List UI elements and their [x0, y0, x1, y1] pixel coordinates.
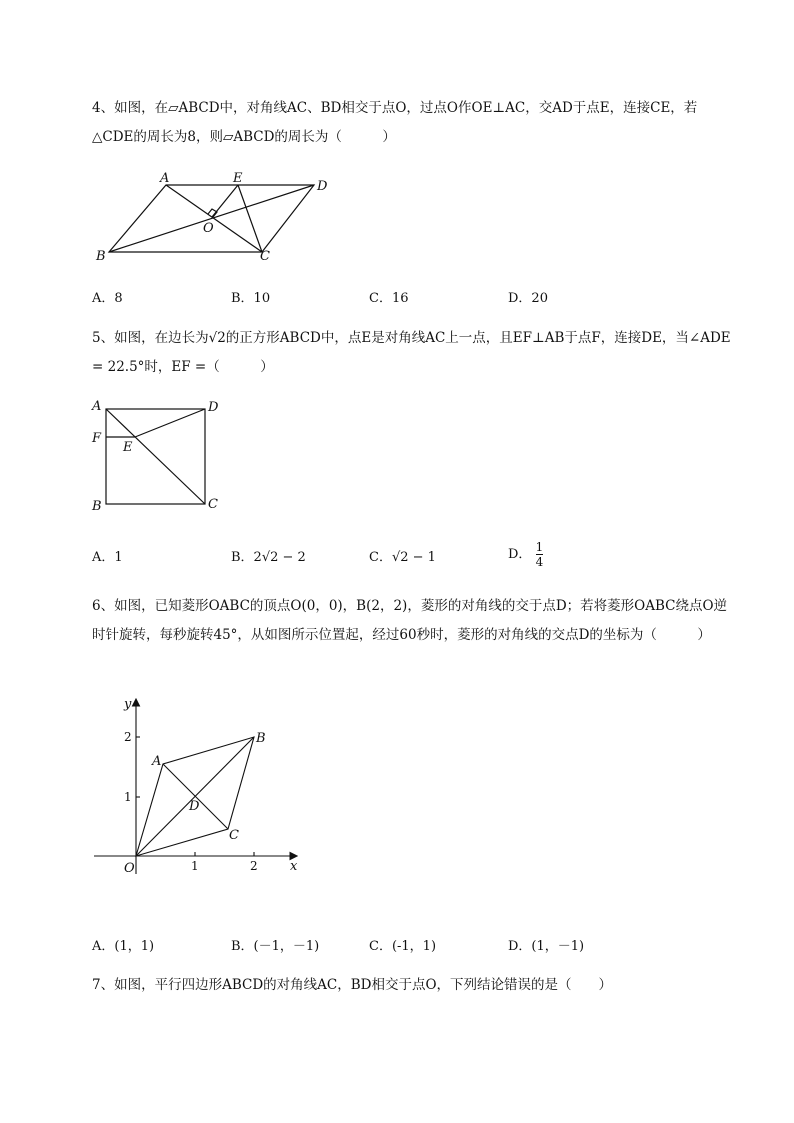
- label-c: C: [260, 249, 270, 264]
- option-b[interactable]: B．10: [231, 291, 271, 306]
- label-y: y: [124, 697, 132, 712]
- label-d: D: [189, 799, 200, 814]
- label-a: A: [92, 399, 102, 414]
- option-d[interactable]: [508, 540, 543, 569]
- label-e: E: [123, 440, 133, 455]
- label-f: F: [92, 431, 102, 446]
- question-5-text: 5、如图，在边长为√2的正方形ABCD中，点E是对角线AC上一点，且EF⊥AB于点F，连接DE，当∠ADE = 22.5°时，EF =（ ）: [92, 330, 731, 375]
- option-d[interactable]: D．20: [508, 291, 548, 306]
- diagonal-ac: [106, 409, 205, 504]
- label-o: O: [124, 861, 135, 876]
- option-c[interactable]: C．16: [369, 291, 409, 306]
- options-q4: [92, 287, 692, 311]
- label-x: x: [290, 859, 298, 874]
- diagonal-ac: [166, 185, 262, 252]
- question-7-text: 7、如图，平行四边形ABCD的对角线AC，BD相交于点O，下列结论错误的是（ ）: [92, 977, 613, 993]
- label-b: B: [256, 731, 266, 746]
- tick-label-y2: 2: [124, 730, 132, 744]
- label-b: B: [96, 249, 106, 264]
- options-q6: [92, 935, 692, 959]
- option-d[interactable]: D．(1，－1): [508, 939, 585, 954]
- option-d-letter: D．: [508, 547, 532, 562]
- option-b[interactable]: B．(－1，－1): [231, 939, 320, 954]
- option-c[interactable]: C．√2 − 1: [369, 550, 436, 565]
- label-c: C: [229, 828, 239, 843]
- tick-label-x1: 1: [191, 859, 199, 873]
- figure-q5-square: [90, 398, 230, 518]
- label-b: B: [92, 499, 102, 514]
- label-d: D: [317, 179, 328, 194]
- label-e: E: [233, 171, 243, 186]
- option-b[interactable]: B．2√2 − 2: [231, 550, 306, 565]
- diagonal-bd: [109, 185, 314, 252]
- label-a: A: [152, 754, 162, 769]
- tick-label-y1: 1: [124, 790, 132, 804]
- question-6-text: 6、如图，已知菱形OABC的顶点O(0，0)，B(2，2)，菱形的对角线的交于点D；若将菱形OABC绕点O逆时针旋转，每秒旋转45°，从如图所示位置起，经过60秒时，菱形的对角线的交点D的坐标为（ ）: [92, 598, 728, 643]
- option-a[interactable]: A．1: [92, 550, 123, 565]
- segment-oe: [212, 185, 238, 217]
- label-c: C: [208, 497, 218, 512]
- tick-label-x2: 2: [250, 859, 258, 873]
- fraction-one-quarter: [536, 540, 544, 569]
- figure-q4-parallelogram: [90, 168, 350, 268]
- option-a[interactable]: A．(1，1): [92, 939, 155, 954]
- label-a: A: [160, 171, 170, 186]
- option-c[interactable]: C．(-1，1): [369, 939, 437, 954]
- option-a[interactable]: A．8: [92, 291, 123, 306]
- segment-ce: [238, 185, 262, 252]
- label-o: O: [203, 221, 214, 236]
- question-4-text: 4、如图，在▱ABCD中，对角线AC、BD相交于点O，过点O作OE⊥AC，交AD于点E，连接CE，若△CDE的周长为8，则▱ABCD的周长为（ ）: [92, 100, 698, 145]
- segment-de: [135, 409, 205, 437]
- fraction-denominator: 4: [535, 555, 544, 569]
- label-d: D: [208, 400, 219, 415]
- options-q5: [92, 540, 692, 576]
- figure-q6-rhombus-coordinate: [88, 694, 308, 884]
- fraction-numerator: 1: [535, 540, 544, 554]
